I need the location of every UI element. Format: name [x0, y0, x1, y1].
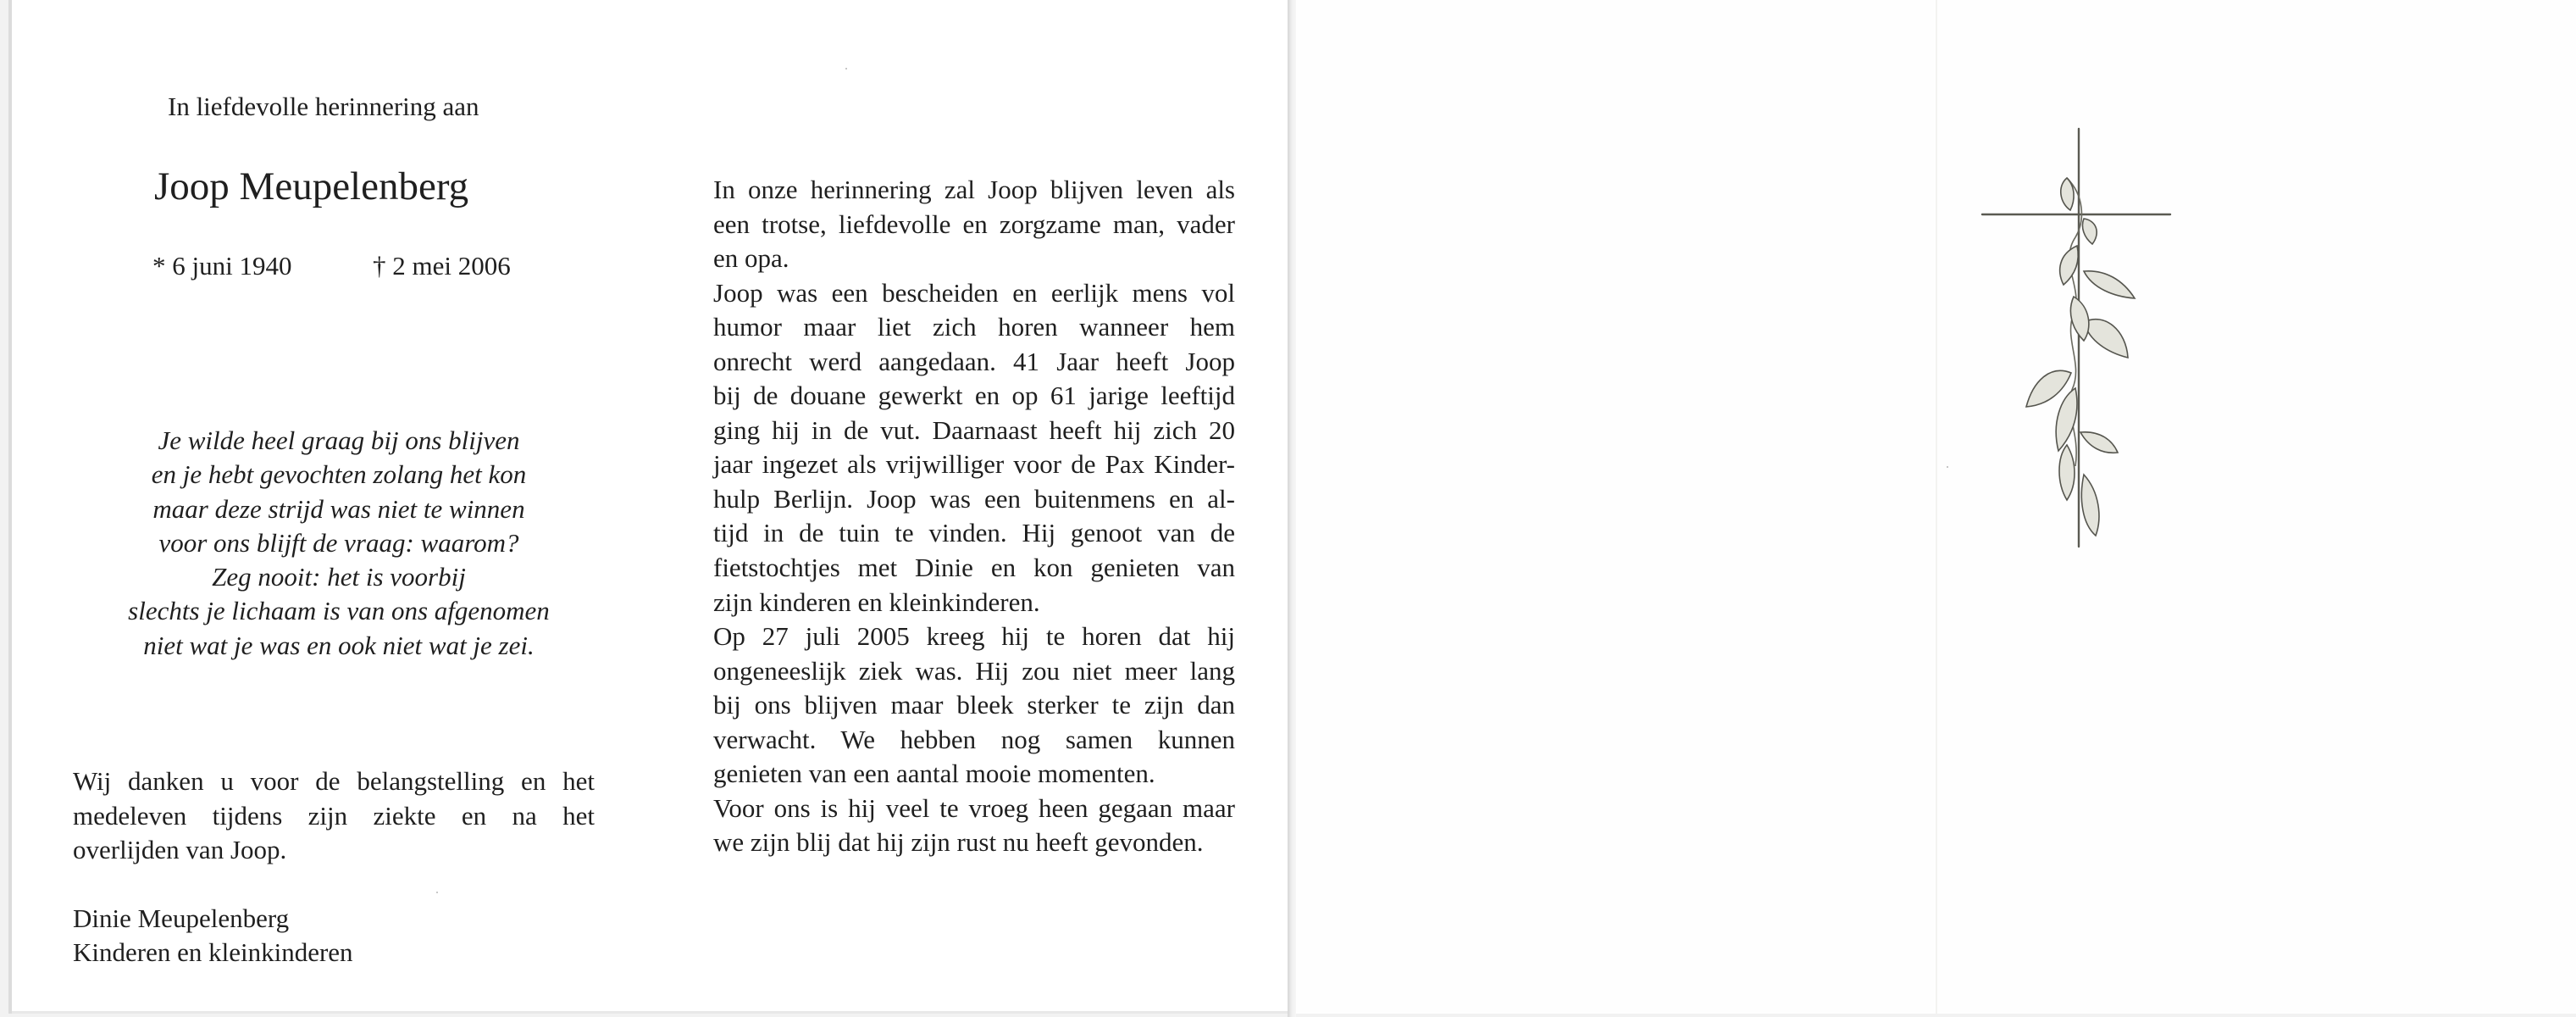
- memorial-line: zijn kinderen en kleinkinderen.: [713, 586, 1040, 617]
- cross-with-vine-icon: [1957, 119, 2177, 559]
- memorial-line: bij ons blijven maar bleek sterker te zijn dan: [713, 690, 1235, 720]
- poem-line: maar deze strijd was niet te winnen: [152, 493, 525, 524]
- memorial-line: onrecht werd aangedaan. 41 Jaar heeft Joop: [713, 346, 1235, 376]
- poem-line: voor ons blijft de vraag: waarom?: [158, 527, 519, 558]
- memorial-line: Voor ons is hij veel te vroeg heen gegaan maar: [713, 792, 1235, 823]
- memorial-line: bij de douane gewerkt en op 61 jarige leeftijd: [713, 381, 1235, 411]
- poem-line: Zeg nooit: het is voorbij: [212, 562, 466, 592]
- memorial-line: fietstochtjes met Dinie en kon genieten van: [713, 553, 1235, 583]
- vine-leaves: [2026, 178, 2135, 536]
- paper-speck: [1947, 466, 1948, 468]
- poem-line: slechts je lichaam is van ons afgenomen: [128, 596, 550, 626]
- birth-date: * 6 juni 1940: [152, 251, 292, 281]
- memorial-line: ongeneeslijk ziek was. Hij zou niet meer lang: [713, 655, 1235, 686]
- memorial-card-inside: [8, 0, 1288, 1014]
- memorial-line: In onze herinnering zal Joop blijven leven als: [713, 175, 1235, 204]
- signer-family: Kinderen en kleinkinderen: [73, 937, 353, 967]
- poem: [42, 424, 635, 663]
- poem-line: niet wat je was en ook niet wat je zei.: [143, 630, 535, 660]
- memorial-line: jaar ingezet als vrijwilliger voor de Pax Kinder-: [713, 449, 1235, 480]
- memorial-text: [713, 173, 1235, 860]
- thank-you-line: overlijden van Joop.: [73, 835, 287, 864]
- death-date: † 2 mei 2006: [373, 251, 511, 281]
- signer-name: Dinie Meupelenberg: [73, 903, 290, 933]
- poem-line: Je wilde heel graag bij ons blijven: [158, 425, 520, 455]
- paper-speck: [845, 68, 847, 69]
- memorial-card-cover: [1296, 0, 2576, 1014]
- memorial-line: genieten van een aantal mooie momenten.: [713, 759, 1155, 789]
- poem-line: en je hebt gevochten zolang het kon: [151, 459, 527, 490]
- thank-you-note: [73, 764, 595, 868]
- memorial-line: en opa.: [713, 243, 789, 274]
- paper-speck: [436, 892, 438, 893]
- memorial-line: hulp Berlijn. Joop was een buitenmens en al-: [713, 483, 1235, 514]
- memorial-line: we zijn blij dat hij zijn rust nu heeft gevonden.: [713, 827, 1204, 858]
- memorial-line: Joop was een bescheiden en eerlijk mens vol: [713, 277, 1235, 308]
- memorial-line: Op 27 juli 2005 kreeg hij te horen dat hij: [713, 621, 1235, 652]
- memorial-line: humor maar liet zich horen wanneer hem: [713, 312, 1235, 342]
- intro-line: In liefdevolle herinnering aan: [168, 92, 479, 121]
- memorial-line: een trotse, liefdevolle en zorgzame man, vader: [713, 208, 1235, 239]
- deceased-name: Joop Meupelenberg: [154, 164, 469, 208]
- memorial-line: tijd in de tuin te vinden. Hij genoot van de: [713, 518, 1235, 548]
- thank-you-line: Wij danken u voor de belangstelling en het: [73, 766, 595, 796]
- card-fold-gap: [1288, 0, 1296, 1017]
- memorial-line: verwacht. We hebben nog samen kunnen: [713, 724, 1235, 754]
- thank-you-line: medeleven tijdens zijn ziekte en na het: [73, 800, 595, 831]
- memorial-line: ging hij in de vut. Daarnaast heeft hij zich 20: [713, 414, 1235, 445]
